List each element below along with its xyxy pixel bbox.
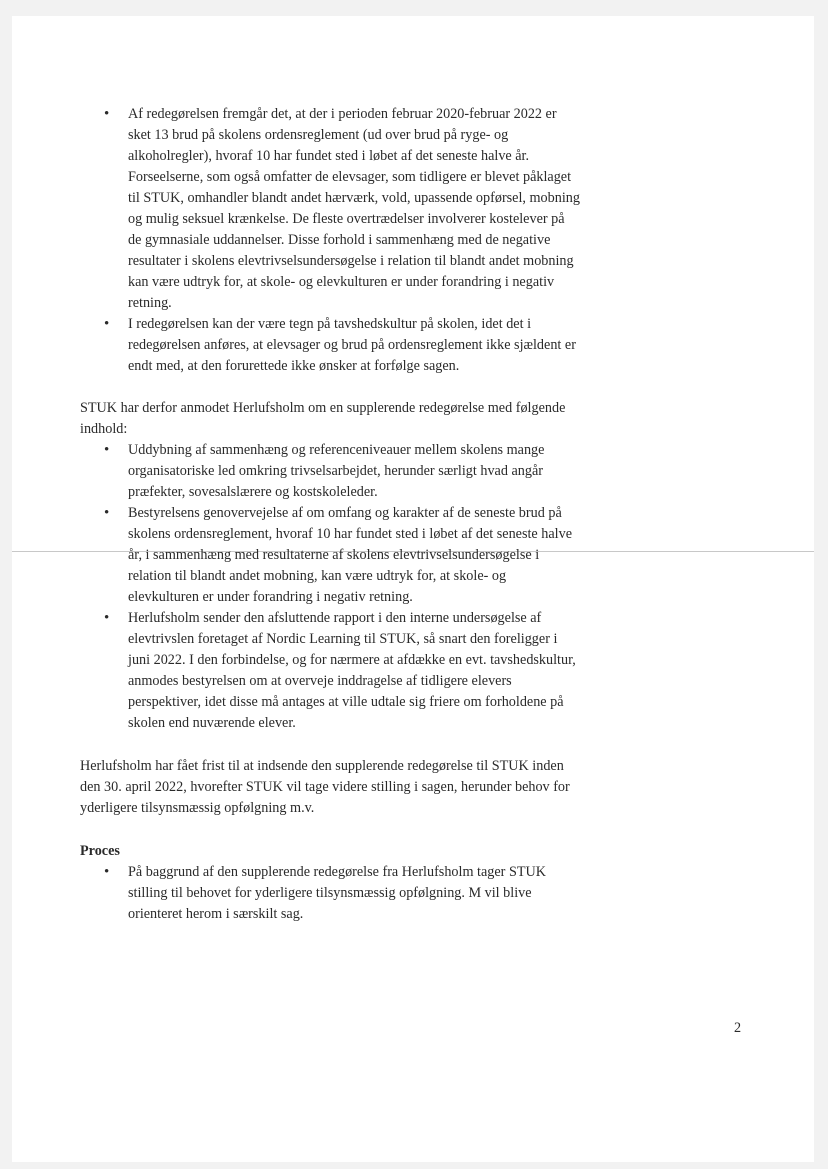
list-item: • I redegørelsen kan der være tegn på tavshedskultur på skolen, idet det i redegørelsen anføres, at elevsager og brud på ordensreglement ikke sjældent er endt med, at den forurettede ikke ønsker at forfølge sagen. bbox=[80, 314, 580, 377]
process-list bbox=[80, 862, 580, 925]
deadline-paragraph: Herlufsholm har fået frist til at indsende den supplerende redegørelse til STUK inden den 30. april 2022, hvorefter STUK vil tage videre stilling i sagen, herunder behov for yderligere tilsynsmæssig opfølgning m.v. bbox=[80, 758, 570, 816]
findings-list bbox=[80, 104, 580, 377]
document-page bbox=[12, 16, 814, 1162]
document-body bbox=[80, 104, 580, 925]
list-item: • Af redegørelsen fremgår det, at der i perioden februar 2020-februar 2022 er sket 13 brud på skolens ordensreglement (ud over brud på ryge- og alkoholregler), hvoraf 10 har fundet sted i løbet af det seneste halve år. Forseelserne, som også omfatter de elevsager, som tidligere er blevet påklaget til STUK, omhandler blandt andet hærværk, vold, upassende opførsel, mobning og mulig seksuel krænkelse. De fleste overtrædelser involverer kostelever på de gymnasiale uddannelser. Disse forhold i sammenhæng med de negative resultater i skolens elevtrivselsundersøgelse i relation til blandt andet mobning kan være udtryk for, at skole- og elevkulturen er under forandring i negativ retning. bbox=[80, 104, 580, 314]
page-number: 2 bbox=[734, 1020, 742, 1036]
list-item: • Herlufsholm sender den afsluttende rapport i den interne undersøgelse af elevtrivslen foretaget af Nordic Learning til STUK, så snart den foreligger i juni 2022. I den forbindelse, og for nærmere at afdække en evt. tavshedskultur, anmodes bestyrelsen om at overveje inddragelse af tidligere elevers perspektiver, idet disse må antages at ville udtale sig friere om forholdene på skolen end nuværende elever. bbox=[80, 608, 580, 734]
request-list bbox=[80, 440, 580, 734]
list-item: • Bestyrelsens genovervejelse af om omfang og karakter af de seneste brud på skolens ordensreglement, hvoraf 10 har fundet sted i løbet af det seneste halve år, i sammenhæng med resultaterne af skolens elevtrivselsundersøgelse i relation til blandt andet mobning, kan være udtryk for, at skole- og elevkulturen er under forandring i negativ retning. bbox=[80, 503, 580, 608]
list-item: • På baggrund af den supplerende redegørelse fra Herlufsholm tager STUK stilling til behovet for yderligere tilsynsmæssig opfølgning. M vil blive orienteret herom i særskilt sag. bbox=[80, 862, 580, 925]
list-item: • Uddybning af sammenhæng og referenceniveauer mellem skolens mange organisatoriske led omkring trivselsarbejdet, herunder særligt hvad angår præfekter, sovesalslærere og kostskoleleder. bbox=[80, 440, 580, 503]
request-intro: STUK har derfor anmodet Herlufsholm om en supplerende redegørelse med følgende indhold: bbox=[80, 400, 566, 437]
section-heading: Proces bbox=[80, 843, 120, 859]
